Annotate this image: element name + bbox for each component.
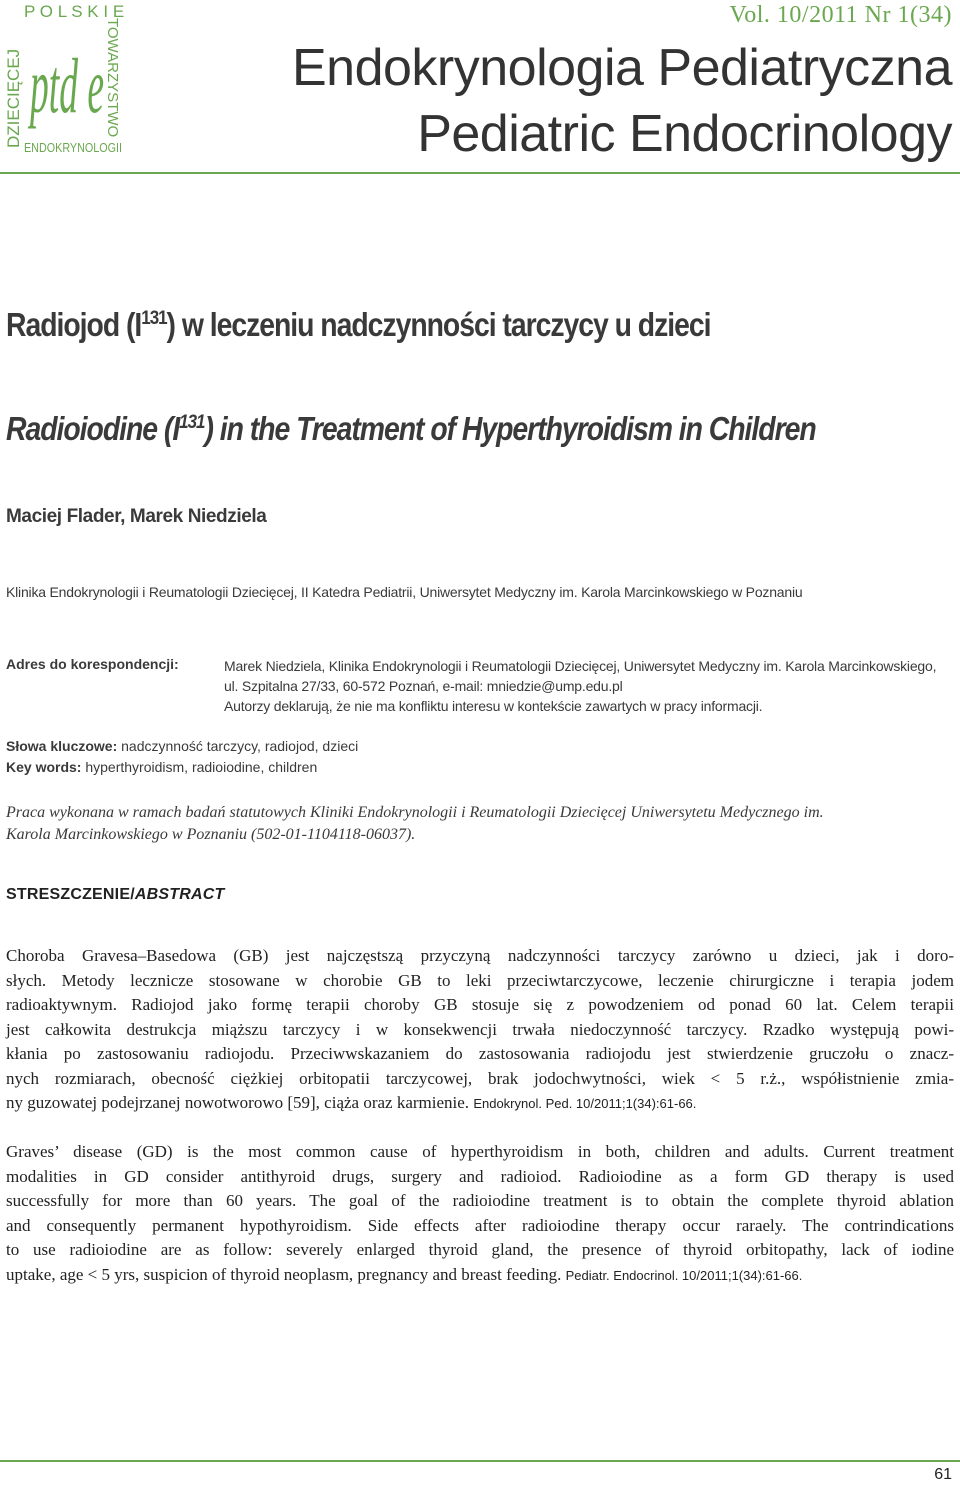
keywords [6,736,358,778]
authors: Maciej Flader, Marek Niedziela [6,506,267,527]
abstract-line: Graves’ disease (GD) is the most common cause of hyperthyroidism in both, children and adults. Current treatment [6,1142,954,1161]
abstract-line: uptake, age < 5 yrs, suspicion of thyroid neoplasm, pregnancy and breast feeding. Pediatr. Endocrinol. 10/2011;1(34):61-66. [6,1264,803,1284]
abstract-line: kłania po zastosowaniu radiojodu. Przeciwwskazaniem do zastosowania radiojodu jest stwierdzenie gruczołu o znacz- [6,1044,954,1063]
journal-title-en: Pediatric Endocrinology [417,105,952,163]
abstract-line: ny guzowatej podejrzanej nowotworowo [59], ciąża oraz karmienie. Endokrynol. Ped. 10/2011;1(34):61-66. [6,1093,697,1112]
logo-towarzystwo: TOWARZYSTWO [104,18,121,138]
footer-divider [0,1460,960,1462]
keywords-en: Key words: hyperthyroidism, radioiodine, children [6,759,318,775]
logo-dziecieca: DZIECIĘCEJ [4,48,23,148]
conflict-statement: Autorzy deklarują, że nie ma konfliktu interesu w kontekście zawartych w pracy informacji. [224,698,763,714]
abstract-line: and consequently permanent hypothyroidism. Side effects after radioiodine therapy occur raraely. The contrindications [6,1215,954,1235]
affiliation: Klinika Endokrynologii i Reumatologii Dziecięcej, II Katedra Pediatrii, Uniwersytet Medyczny im. Karola Marcinkowskiego w Poznaniu [6,584,803,600]
header-divider [0,172,960,174]
funding-line: Praca wykonana w ramach badań statutowych Kliniki Endokrynologii i Reumatologii Dziecięcej Uniwersytetu Medycznego im. [6,804,824,821]
abstract-line: radioaktywnym. Radiojod jako formę terapii choroby GB stosuje się z powodzeniem od ponad 60 lat. Celem terapii [6,995,954,1014]
article-title-en: Radioiodine $(I^{131})$ in the Treatment of Hyperthyroidism in Children [6,410,816,447]
abstract-line: modalities in GD consider antithyroid drugs, surgery and radioiod. Radioiodine as a form GD therapy is used [6,1166,954,1186]
abstract-heading: STRESZCZENIE/ABSTRACT [6,886,225,903]
correspondence-line: Marek Niedziela, Klinika Endokrynologii i Reumatologii Dziecięcej, Uniwersytet Medyczny im. Karola Marcinkowskiego, [224,658,937,674]
correspondence-line: ul. Szpitalna 27/33, 60-572 Poznań, e-mail: mniedzie@ump.edu.pl [224,678,623,694]
funding-note [6,802,956,846]
abstract-line: jest całkowita destrukcja miąższu tarczycy i w konsekwencji trwała niedoczynność tarczycy. Rzadko występują powi- [6,1019,954,1039]
abstract-line: to use radioiodine are as follow: severely enlarged thyroid gland, the presence of thyroid orbitopathy, lack of iodine [6,1240,954,1259]
logo-monogram: ptd e [27,42,104,129]
citation-pl: Endokrynol. Ped. 10/2011;1(34):61-66. [473,1096,697,1111]
correspondence-address [224,656,954,716]
article-title-pl: Radiojod $(I^{131})$ w leczeniu nadczynności tarczycy u dzieci [6,306,711,343]
logo-polskie: P O L S K I E [24,2,125,21]
citation-en: Pediatr. Endocrinol. 10/2011;1(34):61-66. [565,1267,803,1283]
journal-title-pl: Endokrynologia Pediatryczna [291,39,952,97]
abstract-line: Choroba Gravesa–Basedowa (GB) jest najczęstszą przyczyną nadczynności tarczycy zarówno u dzieci, jak i doro- [6,946,954,965]
keywords-pl: Słowa kluczowe: nadczynność tarczycy, radiojod, dzieci [6,738,359,754]
abstract-pl [6,944,954,1117]
funding-line: Karola Marcinkowskiego w Poznaniu (502-01-1104118-06037). [6,826,416,843]
abstract-line: słych. Metody lecznicze stosowane w chorobie GB to leki przeciwtarczycowe, leczenie chirurgiczne i terapia jodem [6,970,954,990]
abstract-line: nych rozmiarach, obecność ciężkiej orbitopatii tarczycowej, brak jodochwytności, wiek < 5 r.ż., współistnienie zmia- [6,1068,954,1088]
page-number: 61 [934,1466,952,1483]
correspondence-label: Adres do korespondencji: [6,656,179,672]
abstract-line: successfully for more than 60 years. The goal of the radioiodine treatment is to obtain the complete thyroid ablation [6,1191,954,1210]
logo-endokrynologii: ENDOKRYNOLOGII [24,140,122,155]
abstract-en [6,1140,954,1288]
volume-issue: Vol. 10/2011 Nr 1(34) [729,2,952,28]
journal-logo [0,0,128,160]
